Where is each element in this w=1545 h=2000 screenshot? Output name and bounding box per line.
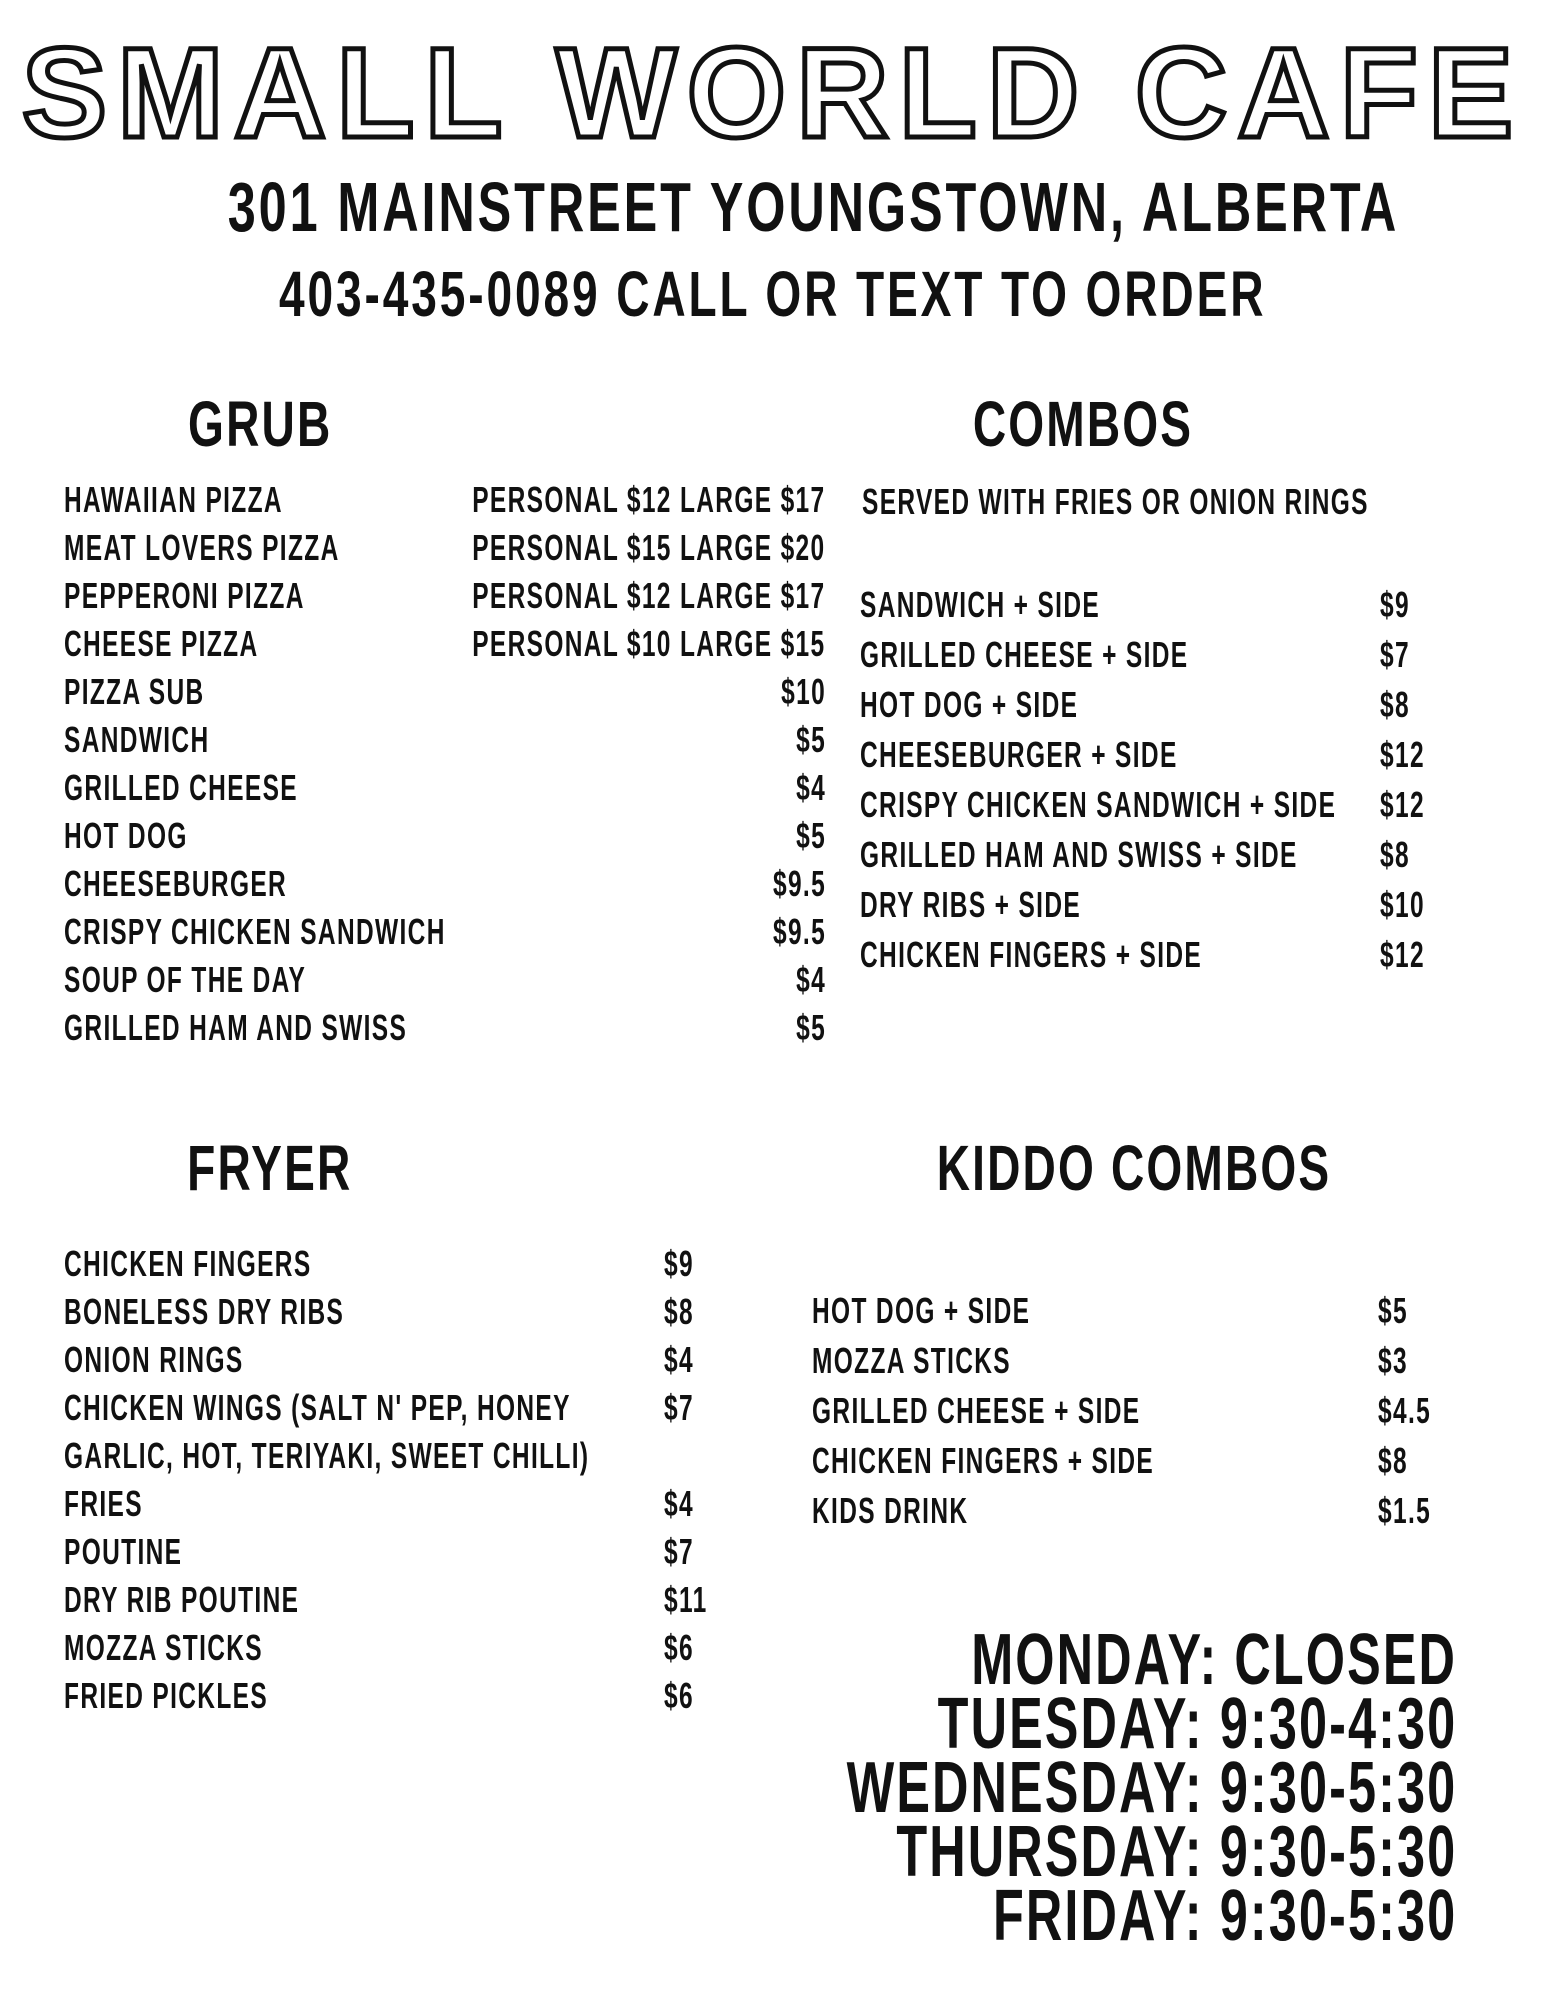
hours-line	[585, 1876, 1457, 1956]
list-item	[860, 580, 1430, 630]
combos-heading-text: COMBOS	[972, 388, 1194, 460]
list-item	[64, 716, 826, 764]
item-price: $4	[664, 1483, 694, 1524]
item-name: SANDWICH + SIDE	[860, 584, 1101, 625]
hours-monday: MONDAY: CLOSED	[971, 1620, 1457, 1700]
item-name: GRILLED CHEESE + SIDE	[812, 1390, 1141, 1431]
list-item	[860, 880, 1430, 930]
item-price: $7	[1380, 634, 1410, 675]
item-name: GRILLED CHEESE + SIDE	[860, 634, 1189, 675]
list-item	[860, 830, 1430, 880]
cafe-phone-text: 403-435-0089 CALL OR TEXT TO ORDER	[278, 258, 1267, 330]
list-item	[860, 930, 1430, 980]
item-price: $5	[796, 815, 826, 856]
list-item	[812, 1486, 1452, 1536]
hours-line	[585, 1620, 1457, 1700]
item-name: CHEESE PIZZA	[64, 623, 259, 664]
item-name: POUTINE	[64, 1531, 183, 1572]
cafe-phone-line	[0, 258, 1545, 330]
item-price: $11	[664, 1579, 708, 1620]
list-item	[64, 1336, 724, 1384]
item-price: $4	[664, 1339, 694, 1380]
item-price: $4	[796, 767, 826, 808]
item-name: CRISPY CHICKEN SANDWICH + SIDE	[860, 784, 1337, 825]
item-price: $5	[1378, 1290, 1408, 1331]
item-price: $6	[664, 1627, 694, 1668]
item-price: $3	[1378, 1340, 1408, 1381]
list-item	[812, 1436, 1452, 1486]
item-price: $4	[796, 959, 826, 1000]
item-price: PERSONAL $12 LARGE $17	[472, 575, 826, 616]
list-item	[64, 1240, 724, 1288]
item-name: GRILLED HAM AND SWISS + SIDE	[860, 834, 1298, 875]
section-heading-combos	[930, 388, 1220, 460]
grub-heading-text: GRUB	[187, 388, 333, 460]
item-price: $8	[1380, 834, 1410, 875]
list-item-continuation	[64, 1432, 724, 1480]
section-heading-grub	[120, 388, 400, 460]
item-price: $5	[796, 719, 826, 760]
list-item	[64, 668, 826, 716]
list-item	[860, 680, 1430, 730]
item-name: SANDWICH	[64, 719, 210, 760]
item-price: $12	[1380, 734, 1425, 775]
item-price: $8	[1378, 1440, 1408, 1481]
item-price: $1.5	[1378, 1490, 1432, 1531]
list-item	[64, 524, 826, 572]
item-price: $8	[664, 1291, 694, 1332]
item-price: $5	[796, 1007, 826, 1048]
item-price: $6	[664, 1675, 694, 1716]
item-price: PERSONAL $12 LARGE $17	[472, 479, 826, 520]
list-item	[812, 1286, 1452, 1336]
list-item	[860, 780, 1430, 830]
item-price: $8	[1380, 684, 1410, 725]
combos-note	[862, 478, 1545, 526]
item-price: $10	[1380, 884, 1425, 925]
item-name: CHICKEN FINGERS + SIDE	[812, 1440, 1155, 1481]
item-name: FRIES	[64, 1483, 143, 1524]
item-name: BONELESS DRY RIBS	[64, 1291, 345, 1332]
item-name: SOUP OF THE DAY	[64, 959, 307, 1000]
cafe-title: SMALL WORLD CAFE	[21, 22, 1524, 165]
item-name: CHICKEN FINGERS	[64, 1243, 312, 1284]
item-name: PIZZA SUB	[64, 671, 205, 712]
item-price: $7	[664, 1531, 694, 1572]
opening-hours	[585, 1620, 1457, 1956]
list-item	[860, 730, 1430, 780]
item-name: HAWAIIAN PIZZA	[64, 479, 283, 520]
item-name: HOT DOG + SIDE	[860, 684, 1079, 725]
section-heading-kiddo-combos	[860, 1132, 1332, 1204]
item-name: FRIED PICKLES	[64, 1675, 269, 1716]
item-price: PERSONAL $10 LARGE $15	[472, 623, 826, 664]
combos-list	[860, 580, 1430, 980]
item-name: CHICKEN FINGERS + SIDE	[860, 934, 1203, 975]
item-name: CHICKEN WINGS (SALT N' PEP, HONEY	[64, 1387, 571, 1428]
item-price: $12	[1380, 934, 1425, 975]
section-heading-fryer	[130, 1132, 410, 1204]
item-price: $9.5	[772, 911, 826, 952]
list-item	[64, 1384, 724, 1432]
item-price: $12	[1380, 784, 1425, 825]
item-name: GRILLED CHEESE	[64, 767, 298, 808]
fryer-heading-text: FRYER	[187, 1132, 353, 1204]
list-item	[860, 630, 1430, 680]
hours-line	[585, 1812, 1457, 1892]
list-item	[64, 764, 826, 812]
list-item	[812, 1386, 1452, 1436]
item-name: HOT DOG	[64, 815, 188, 856]
item-name: DRY RIBS + SIDE	[860, 884, 1082, 925]
kiddo-heading-text: KIDDO COMBOS	[936, 1132, 1332, 1204]
list-item	[64, 956, 826, 1004]
list-item	[812, 1336, 1452, 1386]
item-price: $9	[664, 1243, 694, 1284]
grub-list	[64, 476, 826, 1052]
cafe-address	[0, 168, 1545, 246]
list-item	[64, 620, 826, 668]
hours-friday: FRIDAY: 9:30-5:30	[992, 1876, 1457, 1956]
list-item	[64, 572, 826, 620]
list-item	[64, 476, 826, 524]
list-item	[64, 1480, 724, 1528]
cafe-address-text: 301 MAINSTREET YOUNGSTOWN, ALBERTA	[227, 168, 1400, 246]
item-name: CHEESEBURGER	[64, 863, 288, 904]
list-item	[64, 812, 826, 860]
item-name: HOT DOG + SIDE	[812, 1290, 1031, 1331]
hours-thursday: THURSDAY: 9:30-5:30	[896, 1812, 1457, 1892]
hours-wednesday: WEDNESDAY: 9:30-5:30	[846, 1748, 1457, 1828]
item-name: CHEESEBURGER + SIDE	[860, 734, 1178, 775]
item-name: PEPPERONI PIZZA	[64, 575, 305, 616]
item-name: MOZZA STICKS	[64, 1627, 264, 1668]
hours-line	[585, 1748, 1457, 1828]
item-name: DRY RIB POUTINE	[64, 1579, 300, 1620]
item-name: ONION RINGS	[64, 1339, 244, 1380]
kiddo-list	[812, 1286, 1452, 1536]
item-price: $7	[664, 1387, 694, 1428]
list-item	[64, 908, 826, 956]
item-price: PERSONAL $15 LARGE $20	[472, 527, 826, 568]
list-item	[64, 1004, 826, 1052]
item-price: $10	[781, 671, 826, 712]
list-item	[64, 1528, 724, 1576]
item-price: $4.5	[1378, 1390, 1432, 1431]
item-price: $9	[1380, 584, 1410, 625]
hours-tuesday: TUESDAY: 9:30-4:30	[937, 1684, 1457, 1764]
item-name: GARLIC, HOT, TERIYAKI, SWEET CHILLI)	[64, 1435, 590, 1476]
item-name: MEAT LOVERS PIZZA	[64, 527, 340, 568]
item-name: KIDS DRINK	[812, 1490, 969, 1531]
item-name: GRILLED HAM AND SWISS	[64, 1007, 408, 1048]
item-price: $9.5	[772, 863, 826, 904]
list-item	[64, 1576, 724, 1624]
item-name: CRISPY CHICKEN SANDWICH	[64, 911, 446, 952]
hours-line	[585, 1684, 1457, 1764]
list-item	[64, 1288, 724, 1336]
list-item	[64, 860, 826, 908]
item-name: MOZZA STICKS	[812, 1340, 1012, 1381]
combos-note-text: SERVED WITH FRIES OR ONION RINGS	[862, 481, 1369, 522]
